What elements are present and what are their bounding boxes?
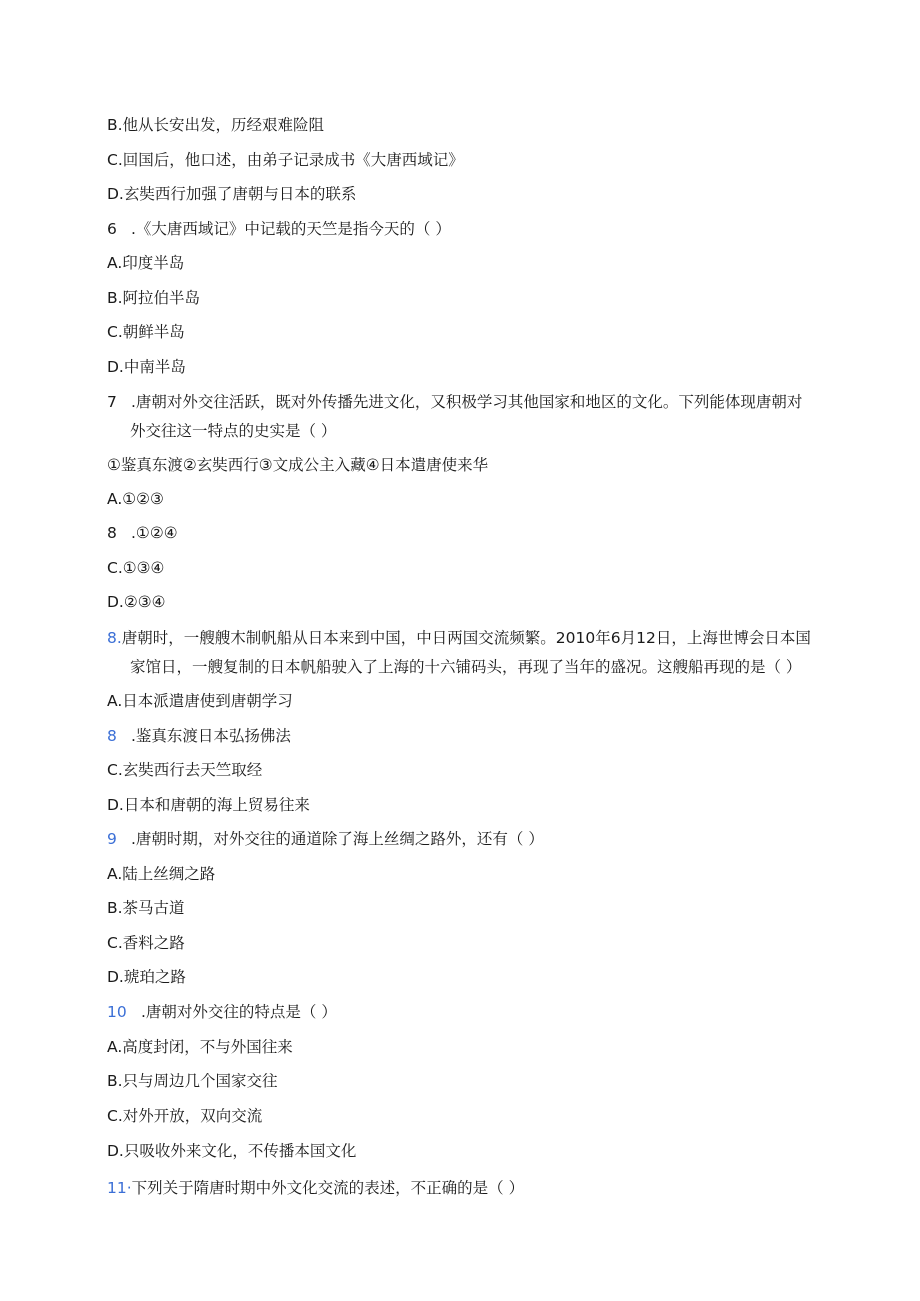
line-text: .唐朝对外交往活跃，既对外传播先进文化，又积极学习其他国家和地区的文化。下列能体现唐朝对 bbox=[131, 393, 803, 411]
question-number: 7 bbox=[107, 393, 117, 411]
statement-line bbox=[107, 455, 488, 475]
line-text: C.回国后，他口述，由弟子记录成书《大唐西域记》 bbox=[107, 151, 464, 169]
option-line bbox=[107, 150, 464, 170]
question-line bbox=[107, 219, 451, 239]
option-line bbox=[107, 322, 185, 342]
line-text: 外交往这一特点的史实是（ ） bbox=[130, 422, 337, 440]
question-continuation bbox=[130, 657, 801, 677]
question-number: 8. bbox=[107, 629, 122, 647]
option-line bbox=[107, 357, 186, 377]
line-text: .唐朝时期，对外交往的通道除了海上丝绸之路外，还有（ ） bbox=[131, 830, 544, 848]
question-number: 8 bbox=[107, 524, 117, 542]
option-line bbox=[107, 967, 186, 987]
question-line bbox=[107, 829, 544, 849]
line-text: A.日本派遣唐使到唐朝学习 bbox=[107, 692, 293, 710]
option-line bbox=[107, 1037, 293, 1057]
line-text: .①②④ bbox=[131, 524, 178, 542]
option-line bbox=[107, 523, 178, 543]
line-text: .《大唐西域记》中记载的天竺是指今天的（ ） bbox=[131, 220, 451, 238]
question-line bbox=[107, 1002, 337, 1022]
question-line bbox=[107, 392, 802, 412]
question-number: 9 bbox=[107, 830, 117, 848]
line-text: C.香料之路 bbox=[107, 934, 185, 952]
line-text: C.①③④ bbox=[107, 559, 165, 577]
line-text: D.琥珀之路 bbox=[107, 968, 186, 986]
line-text: D.日本和唐朝的海上贸易往来 bbox=[107, 796, 310, 814]
line-text: C.对外开放，双向交流 bbox=[107, 1107, 263, 1125]
option-line bbox=[107, 253, 184, 273]
line-text: B.只与周边几个国家交往 bbox=[107, 1072, 278, 1090]
option-line bbox=[107, 864, 215, 884]
line-text: A.陆上丝绸之路 bbox=[107, 865, 216, 883]
line-text: ①鉴真东渡②玄奘西行③文成公主入藏④日本遣唐使来华 bbox=[107, 456, 489, 474]
option-line bbox=[107, 592, 166, 612]
line-text: D.玄奘西行加强了唐朝与日本的联系 bbox=[107, 185, 357, 203]
line-text: .鉴真东渡日本弘扬佛法 bbox=[131, 727, 291, 745]
line-text: D.只吸收外来文化，不传播本国文化 bbox=[107, 1142, 357, 1160]
line-text: B.阿拉伯半岛 bbox=[107, 289, 201, 307]
option-line bbox=[107, 184, 356, 204]
option-line bbox=[107, 489, 164, 509]
line-text: A.高度封闭，不与外国往来 bbox=[107, 1038, 293, 1056]
line-text: 家馆日，一艘复制的日本帆船驶入了上海的十六铺码头，再现了当年的盛况。这艘船再现的是（ ） bbox=[130, 658, 802, 676]
option-line bbox=[107, 898, 185, 918]
option-line bbox=[107, 795, 310, 815]
option-line bbox=[107, 1141, 356, 1161]
line-text: D.②③④ bbox=[107, 593, 166, 611]
question-continuation bbox=[130, 421, 336, 441]
option-line bbox=[107, 558, 164, 578]
option-line bbox=[107, 1071, 278, 1091]
option-line bbox=[107, 115, 324, 135]
question-number: 11· bbox=[107, 1179, 132, 1197]
line-text: 下列关于隋唐时期中外文化交流的表述，不正确的是（ ） bbox=[131, 1179, 525, 1197]
question-line bbox=[107, 628, 811, 648]
line-text: 唐朝时，一艘艘木制帆船从日本来到中国，中日两国交流频繁。2010年6月12日，上海世博会日本国 bbox=[121, 629, 811, 647]
option-line bbox=[107, 1106, 262, 1126]
line-text: .唐朝对外交往的特点是（ ） bbox=[141, 1003, 337, 1021]
line-text: A.①②③ bbox=[107, 490, 164, 508]
question-number: 8 bbox=[107, 727, 117, 745]
option-line bbox=[107, 933, 185, 953]
question-line bbox=[107, 1178, 524, 1198]
question-number: 6 bbox=[107, 220, 117, 238]
line-text: D.中南半岛 bbox=[107, 358, 186, 376]
option-line bbox=[107, 726, 291, 746]
line-text: C.玄奘西行去天竺取经 bbox=[107, 761, 263, 779]
question-number: 10 bbox=[107, 1003, 127, 1021]
line-text: C.朝鲜半岛 bbox=[107, 323, 185, 341]
option-line bbox=[107, 288, 200, 308]
line-text: B.茶马古道 bbox=[107, 899, 185, 917]
option-line bbox=[107, 691, 293, 711]
line-text: B.他从长安出发，历经艰难险阻 bbox=[107, 116, 325, 134]
line-text: A.印度半岛 bbox=[107, 254, 185, 272]
option-line bbox=[107, 760, 262, 780]
